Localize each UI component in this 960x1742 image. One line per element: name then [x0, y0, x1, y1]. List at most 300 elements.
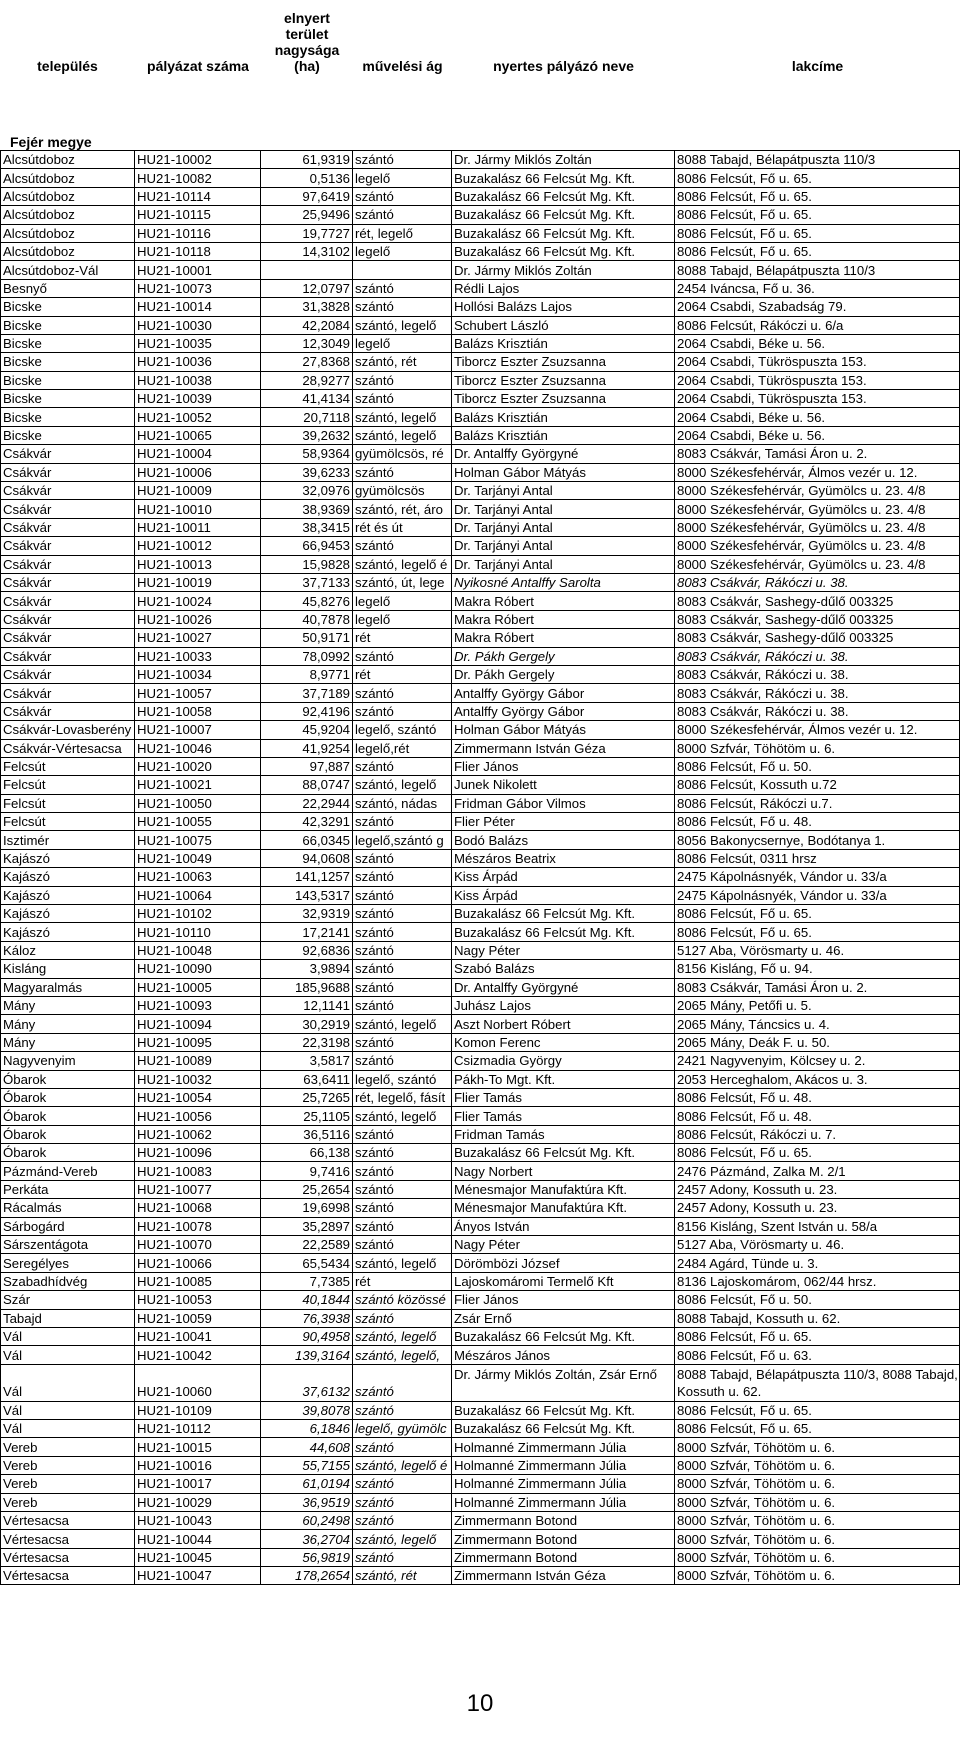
cell-application-id: HU21-10045	[135, 1549, 261, 1566]
cell-application-id: HU21-10032	[135, 1071, 261, 1088]
table-row	[0, 298, 960, 316]
cell-application-id: HU21-10068	[135, 1199, 261, 1216]
cell-area: 141,1257	[261, 868, 353, 885]
cell-town: Kajászó	[0, 887, 135, 904]
cell-area: 17,2141	[261, 923, 353, 940]
cell-application-id: HU21-10024	[135, 592, 261, 609]
table-row	[0, 703, 960, 721]
cell-winner: Dr. Jármy Miklós Zoltán, Zsár Ernő	[452, 1365, 675, 1401]
cell-cultivation: szántó, nádas	[353, 795, 452, 812]
cell-address: 2064 Csabdi, Béke u. 56.	[675, 427, 960, 444]
cell-address: 8088 Tabajd, Kossuth u. 62.	[675, 1310, 960, 1327]
cell-town: Bicske	[0, 372, 135, 389]
cell-application-id: HU21-10102	[135, 905, 261, 922]
cell-area: 58,9364	[261, 445, 353, 462]
table-row	[0, 1144, 960, 1162]
cell-address: 8083 Csákvár, Tamási Áron u. 2.	[675, 979, 960, 996]
cell-winner: Buzakalász 66 Felcsút Mg. Kft.	[452, 225, 675, 242]
table-row	[0, 427, 960, 445]
cell-address: 8086 Felcsút, Fő u. 65.	[675, 225, 960, 242]
cell-cultivation: szántó	[353, 280, 452, 297]
cell-address: 2457 Adony, Kossuth u. 23.	[675, 1181, 960, 1198]
cell-cultivation: szántó, rét	[353, 1567, 452, 1584]
cell-application-id: HU21-10004	[135, 445, 261, 462]
cell-area	[261, 261, 353, 278]
cell-application-id: HU21-10019	[135, 574, 261, 591]
cell-winner: Buzakalász 66 Felcsút Mg. Kft.	[452, 923, 675, 940]
cell-winner: Buzakalász 66 Felcsút Mg. Kft.	[452, 905, 675, 922]
cell-cultivation: gyümölcsös	[353, 482, 452, 499]
cell-cultivation: legelő,rét	[353, 740, 452, 757]
table-row	[0, 923, 960, 941]
table-row	[0, 1107, 960, 1125]
cell-cultivation: szántó	[353, 206, 452, 223]
cell-application-id: HU21-10093	[135, 997, 261, 1014]
cell-address: 8086 Felcsút, Fő u. 65.	[675, 1420, 960, 1437]
header-area: elnyert terület nagysága (ha)	[274, 10, 340, 74]
cell-area: 97,6419	[261, 188, 353, 205]
cell-town: Seregélyes	[0, 1254, 135, 1271]
table-row	[0, 1089, 960, 1107]
cell-application-id: HU21-10063	[135, 868, 261, 885]
cell-application-id: HU21-10077	[135, 1181, 261, 1198]
cell-cultivation: szántó	[353, 942, 452, 959]
cell-application-id: HU21-10070	[135, 1236, 261, 1253]
cell-winner: Holman Gábor Mátyás	[452, 464, 675, 481]
cell-town: Sárbogárd	[0, 1218, 135, 1235]
table-row	[0, 372, 960, 390]
cell-cultivation: szántó, legelő	[353, 317, 452, 334]
table-row	[0, 556, 960, 574]
cell-town: Bicske	[0, 298, 135, 315]
cell-cultivation: szántó, legelő,	[353, 1346, 452, 1363]
cell-cultivation: szántó	[353, 960, 452, 977]
cell-winner: Flier János	[452, 1291, 675, 1308]
cell-area: 19,6998	[261, 1199, 353, 1216]
cell-application-id: HU21-10027	[135, 629, 261, 646]
cell-cultivation: szántó, legelő	[353, 1328, 452, 1345]
cell-town: Alcsútdoboz	[0, 169, 135, 186]
cell-address: 2064 Csabdi, Tükröspuszta 153.	[675, 372, 960, 389]
cell-application-id: HU21-10039	[135, 390, 261, 407]
table-row	[0, 1162, 960, 1180]
cell-town: Vértesacsa	[0, 1567, 135, 1584]
cell-cultivation: szántó	[353, 151, 452, 168]
cell-area: 60,2498	[261, 1512, 353, 1529]
cell-area: 92,6836	[261, 942, 353, 959]
cell-town: Csákvár	[0, 611, 135, 628]
cell-winner: Dr. Jármy Miklós Zoltán	[452, 261, 675, 278]
cell-town: Alcsútdoboz	[0, 206, 135, 223]
cell-area: 25,7265	[261, 1089, 353, 1106]
table-row	[0, 1420, 960, 1438]
cell-address: 2064 Csabdi, Béke u. 56.	[675, 408, 960, 425]
table-row	[0, 243, 960, 261]
cell-cultivation: szántó, legelő	[353, 1015, 452, 1032]
cell-address: 8086 Felcsút, 0311 hrsz	[675, 850, 960, 867]
cell-area: 25,9496	[261, 206, 353, 223]
table-row	[0, 261, 960, 279]
table-row	[0, 979, 960, 997]
cell-application-id: HU21-10010	[135, 500, 261, 517]
cell-address: 8086 Felcsút, Fő u. 48.	[675, 1089, 960, 1106]
cell-address: 8156 Kisláng, Szent István u. 58/a	[675, 1218, 960, 1235]
cell-winner: Buzakalász 66 Felcsút Mg. Kft.	[452, 1144, 675, 1161]
cell-cultivation: szántó	[353, 758, 452, 775]
cell-town: Mány	[0, 1015, 135, 1032]
table-row	[0, 1365, 960, 1402]
cell-winner: Holman Gábor Mátyás	[452, 721, 675, 738]
cell-address: 8086 Felcsút, Fő u. 65.	[675, 1402, 960, 1419]
cell-winner: Bodó Balázs	[452, 831, 675, 848]
cell-winner: Buzakalász 66 Felcsút Mg. Kft.	[452, 1328, 675, 1345]
cell-town: Csákvár	[0, 519, 135, 536]
cell-town: Csákvár	[0, 666, 135, 683]
cell-cultivation: szántó, rét, áro	[353, 500, 452, 517]
cell-town: Csákvár	[0, 592, 135, 609]
cell-cultivation: szántó	[353, 464, 452, 481]
cell-address: 8083 Csákvár, Sashegy-dűlő 003325	[675, 611, 960, 628]
cell-cultivation: legelő, gyümölc	[353, 1420, 452, 1437]
cell-area: 36,2704	[261, 1530, 353, 1547]
cell-winner: Flier János	[452, 758, 675, 775]
cell-town: Vál	[0, 1328, 135, 1345]
cell-winner: Makra Róbert	[452, 629, 675, 646]
cell-address: 8000 Szfvár, Töhötöm u. 6.	[675, 1438, 960, 1455]
cell-application-id: HU21-10085	[135, 1273, 261, 1290]
cell-area: 36,5116	[261, 1126, 353, 1143]
table-row	[0, 317, 960, 335]
table-row	[0, 795, 960, 813]
table-row	[0, 1126, 960, 1144]
cell-town: Alcsútdoboz	[0, 188, 135, 205]
cell-town: Isztimér	[0, 831, 135, 848]
table-row	[0, 1181, 960, 1199]
cell-area: 88,0747	[261, 776, 353, 793]
cell-cultivation: szántó, legelő	[353, 776, 452, 793]
table-row	[0, 353, 960, 371]
cell-town: Mány	[0, 997, 135, 1014]
cell-cultivation: rét, legelő, fásít	[353, 1089, 452, 1106]
cell-application-id: HU21-10059	[135, 1310, 261, 1327]
cell-cultivation: szántó	[353, 1512, 452, 1529]
cell-winner: Mészáros Beatrix	[452, 850, 675, 867]
cell-address: 2053 Herceghalom, Akácos u. 3.	[675, 1071, 960, 1088]
cell-town: Csákvár	[0, 482, 135, 499]
cell-cultivation: legelő	[353, 335, 452, 352]
cell-application-id: HU21-10064	[135, 887, 261, 904]
cell-cultivation: szántó	[353, 703, 452, 720]
cell-town: Csákvár	[0, 464, 135, 481]
cell-area: 0,5136	[261, 169, 353, 186]
cell-address: 2475 Kápolnásnyék, Vándor u. 33/a	[675, 887, 960, 904]
cell-address: 2064 Csabdi, Tükröspuszta 153.	[675, 390, 960, 407]
cell-town: Csákvár	[0, 684, 135, 701]
cell-town: Alcsútdoboz	[0, 243, 135, 260]
cell-cultivation: szántó	[353, 1438, 452, 1455]
cell-town: Csákvár	[0, 703, 135, 720]
cell-winner: Kiss Árpád	[452, 887, 675, 904]
cell-town: Mány	[0, 1034, 135, 1051]
cell-winner: Dr. Antalffy Györgyné	[452, 979, 675, 996]
cell-town: Felcsút	[0, 758, 135, 775]
header-town: település	[37, 58, 98, 74]
cell-cultivation: szántó	[353, 1475, 452, 1492]
table-row	[0, 850, 960, 868]
cell-address: 8086 Felcsút, Fő u. 65.	[675, 206, 960, 223]
cell-address: 2457 Adony, Kossuth u. 23.	[675, 1199, 960, 1216]
cell-application-id: HU21-10073	[135, 280, 261, 297]
cell-winner: Antalffy György Gábor	[452, 703, 675, 720]
table-row	[0, 1236, 960, 1254]
cell-town: Bicske	[0, 427, 135, 444]
cell-area: 76,3938	[261, 1310, 353, 1327]
cell-winner: Mészáros János	[452, 1346, 675, 1363]
cell-address: 8000 Szfvár, Töhötöm u. 6.	[675, 1457, 960, 1474]
cell-area: 3,9894	[261, 960, 353, 977]
cell-application-id: HU21-10096	[135, 1144, 261, 1161]
cell-area: 9,7416	[261, 1162, 353, 1179]
cell-winner: Buzakalász 66 Felcsút Mg. Kft.	[452, 169, 675, 186]
cell-winner: Balázs Krisztián	[452, 408, 675, 425]
cell-application-id: HU21-10005	[135, 979, 261, 996]
table-row	[0, 445, 960, 463]
cell-application-id: HU21-10020	[135, 758, 261, 775]
cell-cultivation: szántó, legelő é	[353, 1457, 452, 1474]
cell-winner: Holmanné Zimmermann Júlia	[452, 1438, 675, 1455]
cell-winner: Schubert László	[452, 317, 675, 334]
cell-cultivation: legelő	[353, 243, 452, 260]
table-row	[0, 464, 960, 482]
cell-winner: Dr. Tarjányi Antal	[452, 519, 675, 536]
cell-cultivation: szántó	[353, 298, 452, 315]
cell-address: 2064 Csabdi, Szabadság 79.	[675, 298, 960, 315]
cell-winner: Ménesmajor Manufaktúra Kft.	[452, 1199, 675, 1216]
cell-area: 22,2944	[261, 795, 353, 812]
cell-town: Csákvár	[0, 445, 135, 462]
data-table	[0, 150, 960, 1585]
cell-address: 8000 Szfvár, Töhötöm u. 6.	[675, 1549, 960, 1566]
cell-winner: Hollósi Balázs Lajos	[452, 298, 675, 315]
cell-cultivation: szántó	[353, 1494, 452, 1511]
cell-area: 94,0608	[261, 850, 353, 867]
cell-address: 8088 Tabajd, Bélapátpuszta 110/3, 8088 Tabajd, Kossuth u. 62.	[675, 1365, 960, 1401]
cell-address: 2064 Csabdi, Béke u. 56.	[675, 335, 960, 352]
table-row	[0, 1310, 960, 1328]
cell-application-id: HU21-10006	[135, 464, 261, 481]
cell-area: 178,2654	[261, 1567, 353, 1584]
cell-winner: Aszt Norbert Róbert	[452, 1015, 675, 1032]
cell-cultivation: szántó	[353, 648, 452, 665]
cell-town: Csákvár-Vértesacsa	[0, 740, 135, 757]
cell-address: 8000 Szfvár, Töhötöm u. 6.	[675, 1475, 960, 1492]
cell-application-id: HU21-10066	[135, 1254, 261, 1271]
cell-town: Csákvár	[0, 500, 135, 517]
cell-application-id: HU21-10034	[135, 666, 261, 683]
cell-winner: Flier Péter	[452, 813, 675, 830]
cell-address: 8000 Székesfehérvár, Gyümölcs u. 23. 4/8	[675, 482, 960, 499]
table-row	[0, 684, 960, 702]
cell-application-id: HU21-10011	[135, 519, 261, 536]
table-row	[0, 206, 960, 224]
cell-cultivation: szántó	[353, 868, 452, 885]
cell-town: Óbarok	[0, 1107, 135, 1124]
cell-area: 14,3102	[261, 243, 353, 260]
cell-area: 39,2632	[261, 427, 353, 444]
cell-cultivation: szántó	[353, 1052, 452, 1069]
cell-application-id: HU21-10047	[135, 1567, 261, 1584]
cell-area: 139,3164	[261, 1346, 353, 1363]
cell-area: 37,7133	[261, 574, 353, 591]
cell-cultivation: rét, legelő	[353, 225, 452, 242]
cell-address: 8000 Székesfehérvár, Gyümölcs u. 23. 4/8	[675, 500, 960, 517]
cell-town: Káloz	[0, 942, 135, 959]
table-row	[0, 408, 960, 426]
table-row	[0, 482, 960, 500]
cell-address: 8086 Felcsút, Fő u. 65.	[675, 923, 960, 940]
cell-winner: Balázs Krisztián	[452, 427, 675, 444]
cell-winner: Dörömbözi József	[452, 1254, 675, 1271]
cell-area: 15,9828	[261, 556, 353, 573]
cell-cultivation: rét	[353, 666, 452, 683]
cell-area: 40,7878	[261, 611, 353, 628]
cell-address: 8156 Kisláng, Fő u. 94.	[675, 960, 960, 977]
cell-winner: Makra Róbert	[452, 611, 675, 628]
cell-application-id: HU21-10050	[135, 795, 261, 812]
cell-application-id: HU21-10041	[135, 1328, 261, 1345]
cell-winner: Tiborcz Eszter Zsuzsanna	[452, 353, 675, 370]
cell-area: 143,5317	[261, 887, 353, 904]
table-row	[0, 997, 960, 1015]
cell-winner: Fridman Gábor Vilmos	[452, 795, 675, 812]
cell-address: 8000 Székesfehérvár, Gyümölcs u. 23. 4/8	[675, 537, 960, 554]
cell-application-id: HU21-10030	[135, 317, 261, 334]
cell-area: 61,9319	[261, 151, 353, 168]
table-row	[0, 960, 960, 978]
cell-winner: Dr. Tarjányi Antal	[452, 500, 675, 517]
cell-town: Vereb	[0, 1438, 135, 1455]
cell-winner: Buzakalász 66 Felcsút Mg. Kft.	[452, 1402, 675, 1419]
cell-area: 55,7155	[261, 1457, 353, 1474]
cell-area: 35,2897	[261, 1218, 353, 1235]
cell-address: 8000 Szfvár, Töhötöm u. 6.	[675, 740, 960, 757]
cell-address: 8086 Felcsút, Rákóczi u. 7.	[675, 1126, 960, 1143]
cell-winner: Buzakalász 66 Felcsút Mg. Kft.	[452, 188, 675, 205]
cell-cultivation: szántó	[353, 1034, 452, 1051]
cell-town: Vál	[0, 1402, 135, 1419]
cell-area: 3,5817	[261, 1052, 353, 1069]
cell-cultivation: szántó	[353, 1162, 452, 1179]
cell-address: 8083 Csákvár, Rákóczi u. 38.	[675, 648, 960, 665]
cell-winner: Juhász Lajos	[452, 997, 675, 1014]
cell-winner: Szabó Balázs	[452, 960, 675, 977]
cell-area: 32,9319	[261, 905, 353, 922]
cell-cultivation: szántó, legelő	[353, 1254, 452, 1271]
cell-town: Kisláng	[0, 960, 135, 977]
cell-cultivation: szántó	[353, 1144, 452, 1161]
cell-winner: Fridman Tamás	[452, 1126, 675, 1143]
cell-winner: Nagy Péter	[452, 942, 675, 959]
cell-address: 8083 Csákvár, Sashegy-dűlő 003325	[675, 629, 960, 646]
cell-town: Alcsútdoboz-Vál	[0, 261, 135, 278]
cell-area: 97,887	[261, 758, 353, 775]
cell-address: 8088 Tabajd, Bélapátpuszta 110/3	[675, 151, 960, 168]
cell-cultivation: szántó	[353, 372, 452, 389]
cell-town: Kajászó	[0, 868, 135, 885]
cell-town: Vál	[0, 1365, 135, 1401]
cell-winner: Balázs Krisztián	[452, 335, 675, 352]
cell-application-id: HU21-10029	[135, 1494, 261, 1511]
table-row	[0, 758, 960, 776]
cell-town: Vértesacsa	[0, 1549, 135, 1566]
cell-area: 12,1141	[261, 997, 353, 1014]
table-row	[0, 280, 960, 298]
cell-application-id: HU21-10014	[135, 298, 261, 315]
table-row	[0, 390, 960, 408]
cell-cultivation: szántó	[353, 1126, 452, 1143]
cell-address: 8083 Csákvár, Rákóczi u. 38.	[675, 574, 960, 591]
table-row	[0, 611, 960, 629]
cell-address: 8086 Felcsút, Rákóczi u.7.	[675, 795, 960, 812]
cell-area: 92,4196	[261, 703, 353, 720]
table-row	[0, 574, 960, 592]
cell-cultivation: szántó	[353, 1236, 452, 1253]
cell-application-id: HU21-10115	[135, 206, 261, 223]
cell-winner: Holmanné Zimmermann Júlia	[452, 1475, 675, 1492]
cell-application-id: HU21-10046	[135, 740, 261, 757]
table-row	[0, 1494, 960, 1512]
cell-address: 2065 Mány, Deák F. u. 50.	[675, 1034, 960, 1051]
table-row	[0, 151, 960, 169]
cell-cultivation: szántó	[353, 188, 452, 205]
cell-area: 78,0992	[261, 648, 353, 665]
cell-area: 41,9254	[261, 740, 353, 757]
table-row	[0, 335, 960, 353]
cell-application-id: HU21-10021	[135, 776, 261, 793]
cell-area: 66,9453	[261, 537, 353, 554]
cell-town: Csákvár	[0, 537, 135, 554]
cell-application-id: HU21-10083	[135, 1162, 261, 1179]
cell-town: Felcsút	[0, 813, 135, 830]
cell-application-id: HU21-10038	[135, 372, 261, 389]
cell-application-id: HU21-10057	[135, 684, 261, 701]
cell-application-id: HU21-10075	[135, 831, 261, 848]
cell-address: 8000 Szfvár, Töhötöm u. 6.	[675, 1567, 960, 1584]
cell-cultivation: szántó, legelő	[353, 427, 452, 444]
cell-cultivation: szántó	[353, 887, 452, 904]
table-row	[0, 813, 960, 831]
cell-area: 31,3828	[261, 298, 353, 315]
cell-winner: Dr. Pákh Gergely	[452, 666, 675, 683]
table-row	[0, 225, 960, 243]
cell-application-id: HU21-10048	[135, 942, 261, 959]
table-row	[0, 1218, 960, 1236]
cell-cultivation: szántó	[353, 1218, 452, 1235]
cell-town: Csákvár-Lovasberény	[0, 721, 135, 738]
table-row	[0, 905, 960, 923]
cell-application-id: HU21-10118	[135, 243, 261, 260]
cell-winner: Pákh-To Mgt. Kft.	[452, 1071, 675, 1088]
cell-cultivation: szántó	[353, 905, 452, 922]
cell-area: 66,138	[261, 1144, 353, 1161]
cell-town: Kajászó	[0, 905, 135, 922]
cell-town: Óbarok	[0, 1071, 135, 1088]
cell-area: 38,9369	[261, 500, 353, 517]
cell-winner: Nagy Péter	[452, 1236, 675, 1253]
table-row	[0, 666, 960, 684]
cell-area: 42,2084	[261, 317, 353, 334]
table-row	[0, 537, 960, 555]
